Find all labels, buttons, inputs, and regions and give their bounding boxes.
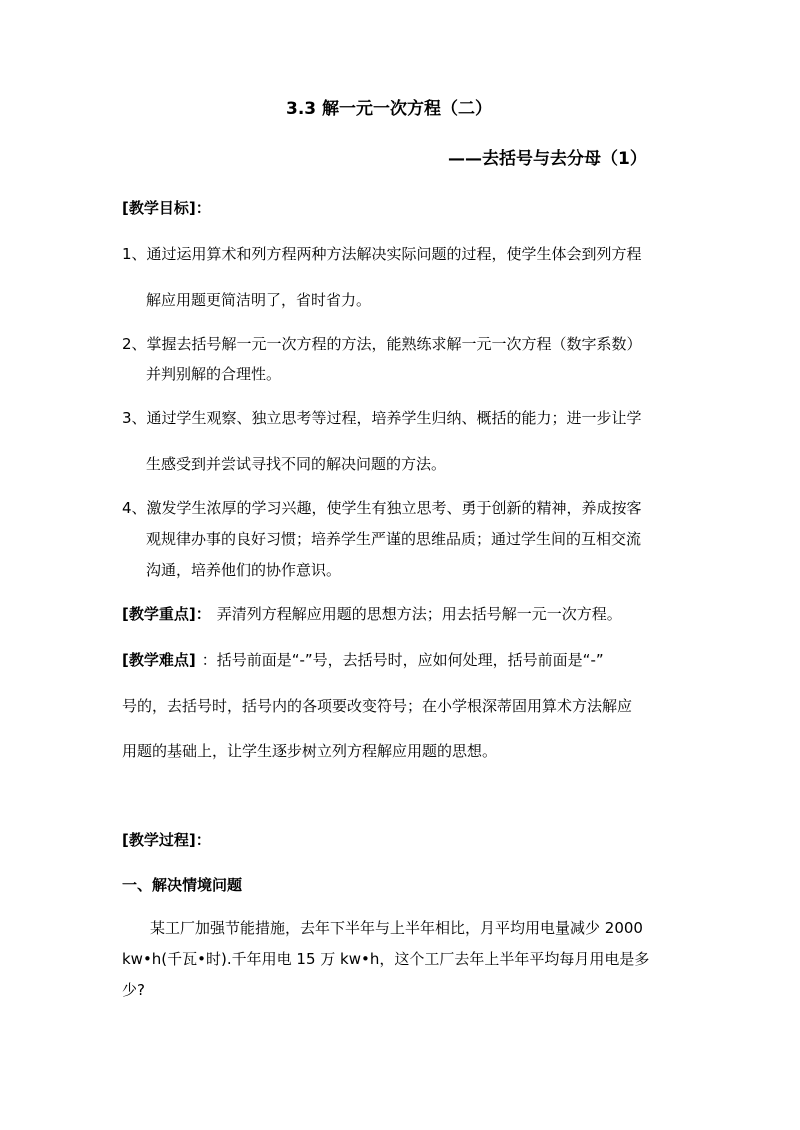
objective-2-line-1: 2、掌握去括号解一元一次方程的方法，能熟练求解一元一次方程（数字系数） [122,335,642,353]
difficulties-line-2: 号的，去括号时，括号内的各项要改变符号；在小学根深蒂固用算术方法解应 [122,697,633,715]
objective-1-line-1: 1、通过运用算术和列方程两种方法解决实际问题的过程，使学生体会到列方程 [122,245,642,263]
problem-line-3: 少? [122,981,145,999]
objective-3-line-1: 3、通过学生观察、独立思考等过程，培养学生归纳、概括的能力；进一步让学 [122,409,642,427]
objectives-heading: [教学目标]： [122,199,211,217]
process-heading: [教学过程]： [122,831,211,849]
objective-4-line-3: 沟通，培养他们的协作意识。 [146,561,342,579]
document-title: 3.3 解一元一次方程（二） [286,99,493,119]
objective-2-line-2: 并判别解的合理性。 [146,365,282,383]
difficulties [122,650,604,670]
objective-4-line-2: 观规律办事的良好习惯；培养学生严谨的思维品质；通过学生间的互相交流 [146,530,642,548]
difficulties-text: ：括号前面是“-”号，去括号时，应如何处理，括号前面是“-” [201,651,604,669]
objective-3-line-2: 生感受到并尝试寻找不同的解决问题的方法。 [146,455,447,473]
section-1-title: 一、解决情境问题 [122,876,243,894]
problem-line-1: 某工厂加强节能措施，去年下半年与上半年相比，月平均用电量减少 2000 [150,919,643,937]
key-points [122,604,622,624]
difficulties-line-3: 用题的基础上，让学生逐步树立列方程解应用题的思想。 [122,742,498,760]
objective-1-line-2: 解应用题更简洁明了，省时省力。 [146,291,372,309]
problem-line-2: kw•h(千瓦•时).千年用电 15 万 kw•h，这个工厂去年上半年平均每月用电是多 [122,950,650,968]
objective-4-line-1: 4、激发学生浓厚的学习兴趣，使学生有独立思考、勇于创新的精神，养成按客 [122,499,642,517]
document-subtitle: ——去括号与去分母（1） [448,149,647,169]
key-points-text: 弄清列方程解应用题的思想方法；用去括号解一元一次方程。 [216,605,622,623]
key-points-label: [教学重点]： [122,605,211,623]
difficulties-label: [教学难点] [122,651,196,669]
